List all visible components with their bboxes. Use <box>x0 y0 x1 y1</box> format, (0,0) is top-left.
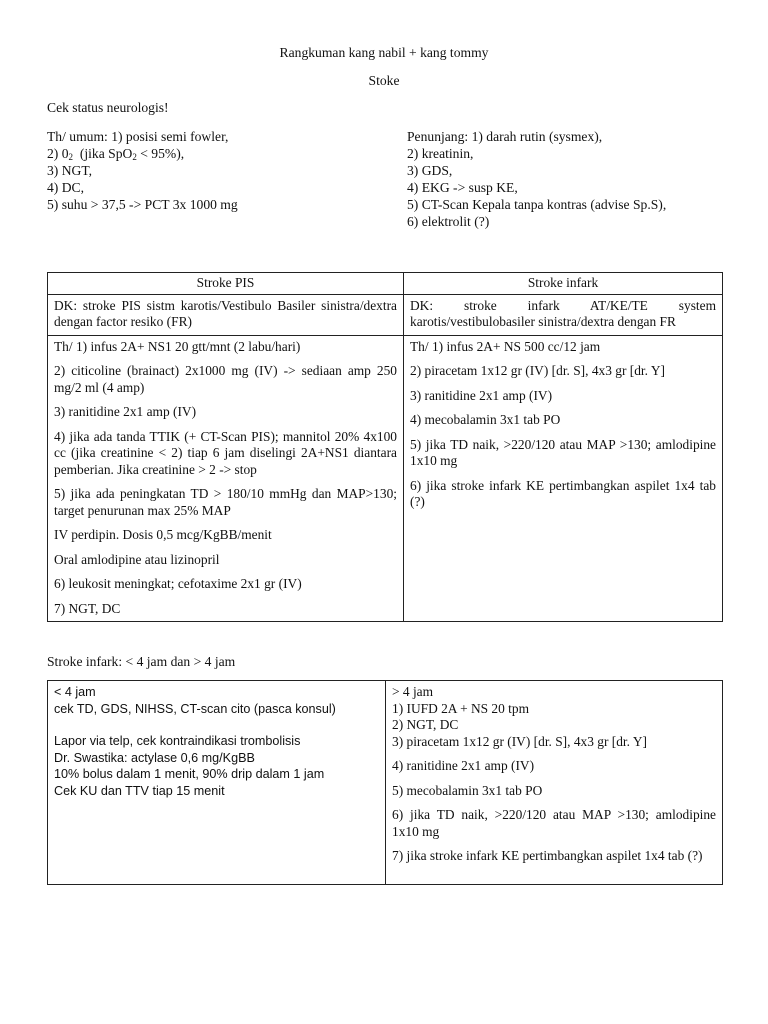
list-item: 3) ranitidine 2x1 amp (IV) <box>410 387 553 403</box>
time-window-table <box>47 680 723 885</box>
supporting-exam-line: 3) GDS, <box>407 163 453 178</box>
section-title-time-window: Stroke infark: < 4 jam dan > 4 jam <box>47 654 236 669</box>
list-item: 10% bolus dalam 1 menit, 90% drip dalam 1 jam <box>54 767 325 781</box>
list-item: Th/ 1) infus 2A+ NS 500 cc/12 jam <box>410 338 601 354</box>
header-stroke-infark: Stroke infark <box>404 273 723 295</box>
list-item: Lapor via telp, cek kontraindikasi trombolisis <box>54 734 301 748</box>
list-item: 4) mecobalamin 3x1 tab PO <box>410 412 561 427</box>
supporting-exam-line: Penunjang: 1) darah rutin (sysmex), <box>407 129 603 144</box>
pis-therapy-cell <box>48 335 404 622</box>
list-item: cek TD, GDS, NIHSS, CT-scan cito (pasca konsul) <box>54 701 336 716</box>
list-item: Th/ 1) infus 2A+ NS1 20 gtt/mnt (2 labu/hari) <box>54 338 301 354</box>
pis-diagnosis: DK: stroke PIS sistm karotis/Vestibulo Basiler sinistra/dextra dengan factor resiko (FR) <box>48 294 404 335</box>
list-item: 2) NGT, DC <box>392 717 459 732</box>
stroke-comparison-table <box>47 272 723 622</box>
list-item: 6) leukosit meningkat; cefotaxime 2x1 gr (IV) <box>54 576 302 591</box>
list-item: IV perdipin. Dosis 0,5 mcg/KgBB/menit <box>54 527 272 542</box>
general-therapy-line: 5) suhu > 37,5 -> PCT 3x 1000 mg <box>47 197 238 212</box>
list-item: 5) jika ada peningkatan TD > 180/10 mmHg dan MAP>130; target penurunan max 25% MAP <box>54 486 397 518</box>
list-item: 3) piracetam 1x12 gr (IV) [dr. S], 4x3 gr [dr. Y] <box>392 733 647 749</box>
list-item: 7) jika stroke infark KE pertimbangkan aspilet 1x4 tab (?) <box>392 848 703 863</box>
general-therapy-line: 4) DC, <box>47 180 85 195</box>
infark-therapy-cell <box>404 335 723 622</box>
table-row-therapy <box>48 335 723 622</box>
supporting-exam-line: 6) elektrolit (?) <box>407 214 490 229</box>
list-item: > 4 jam <box>392 684 434 699</box>
list-item: 6) jika TD naik, >220/120 atau MAP >130; amlodipine 1x10 mg <box>392 807 716 839</box>
supporting-exams-list <box>407 128 737 230</box>
general-therapy-line: 3) NGT, <box>47 163 93 178</box>
table-row <box>48 681 723 885</box>
list-item: 1) IUFD 2A + NS 20 tpm <box>392 700 530 716</box>
list-item: 3) ranitidine 2x1 amp (IV) <box>54 404 197 419</box>
over-4h-cell <box>386 681 723 885</box>
list-item: 4) jika ada tanda TTIK (+ CT-Scan PIS); mannitol 20% 4x100 cc (jika creatinine < 2) tiap 6 jam diselingi 2A+NS1 diantara pemberian. Jika creatinine > 2 -> stop <box>54 428 397 477</box>
list-item: 2) piracetam 1x12 gr (IV) [dr. S], 4x3 gr [dr. Y] <box>410 363 665 378</box>
document-subtitle: Stoke <box>368 73 400 88</box>
table-header-row <box>48 273 723 295</box>
list-item: 2) citicoline (brainact) 2x1000 mg (IV) -> sediaan amp 250 mg/2 ml (4 amp) <box>54 363 397 395</box>
supporting-exam-line: 5) CT-Scan Kepala tanpa kontras (advise Sp.S), <box>407 197 667 212</box>
list-item: Dr. Swastika: actylase 0,6 mg/KgBB <box>54 750 255 765</box>
spacer <box>54 717 379 733</box>
supporting-exam-line: 2) kreatinin, <box>407 146 474 161</box>
list-item: Cek KU dan TTV tiap 15 menit <box>54 783 225 798</box>
list-item: 7) NGT, DC <box>54 600 121 616</box>
table-row-diagnosis <box>48 294 723 335</box>
list-item: 5) jika TD naik, >220/120 atau MAP >130; amlodipine 1x10 mg <box>410 436 716 468</box>
general-therapy-list <box>47 128 377 213</box>
supporting-exam-line: 4) EKG -> susp KE, <box>407 180 518 195</box>
list-item: 6) jika stroke infark KE pertimbangkan aspilet 1x4 tab (?) <box>410 477 716 509</box>
list-item: 4) ranitidine 2x1 amp (IV) <box>392 758 535 773</box>
under-4h-cell <box>48 681 386 885</box>
intro-note: Cek status neurologis! <box>47 100 169 115</box>
infark-diagnosis: DK: stroke infark AT/KE/TE system karotis/vestibulobasiler sinistra/dextra dengan FR <box>404 294 723 335</box>
header-stroke-pis: Stroke PIS <box>48 273 404 295</box>
general-therapy-o2-line: 2) $0_2$ (jika SpO$_2$ < 95%), <box>47 146 185 162</box>
list-item: Oral amlodipine atau lizinopril <box>54 551 220 567</box>
document-title: Rangkuman kang nabil + kang tommy <box>279 45 489 60</box>
list-item: < 4 jam <box>54 685 96 699</box>
general-therapy-line: Th/ umum: 1) posisi semi fowler, <box>47 129 229 144</box>
list-item: 5) mecobalamin 3x1 tab PO <box>392 782 543 798</box>
